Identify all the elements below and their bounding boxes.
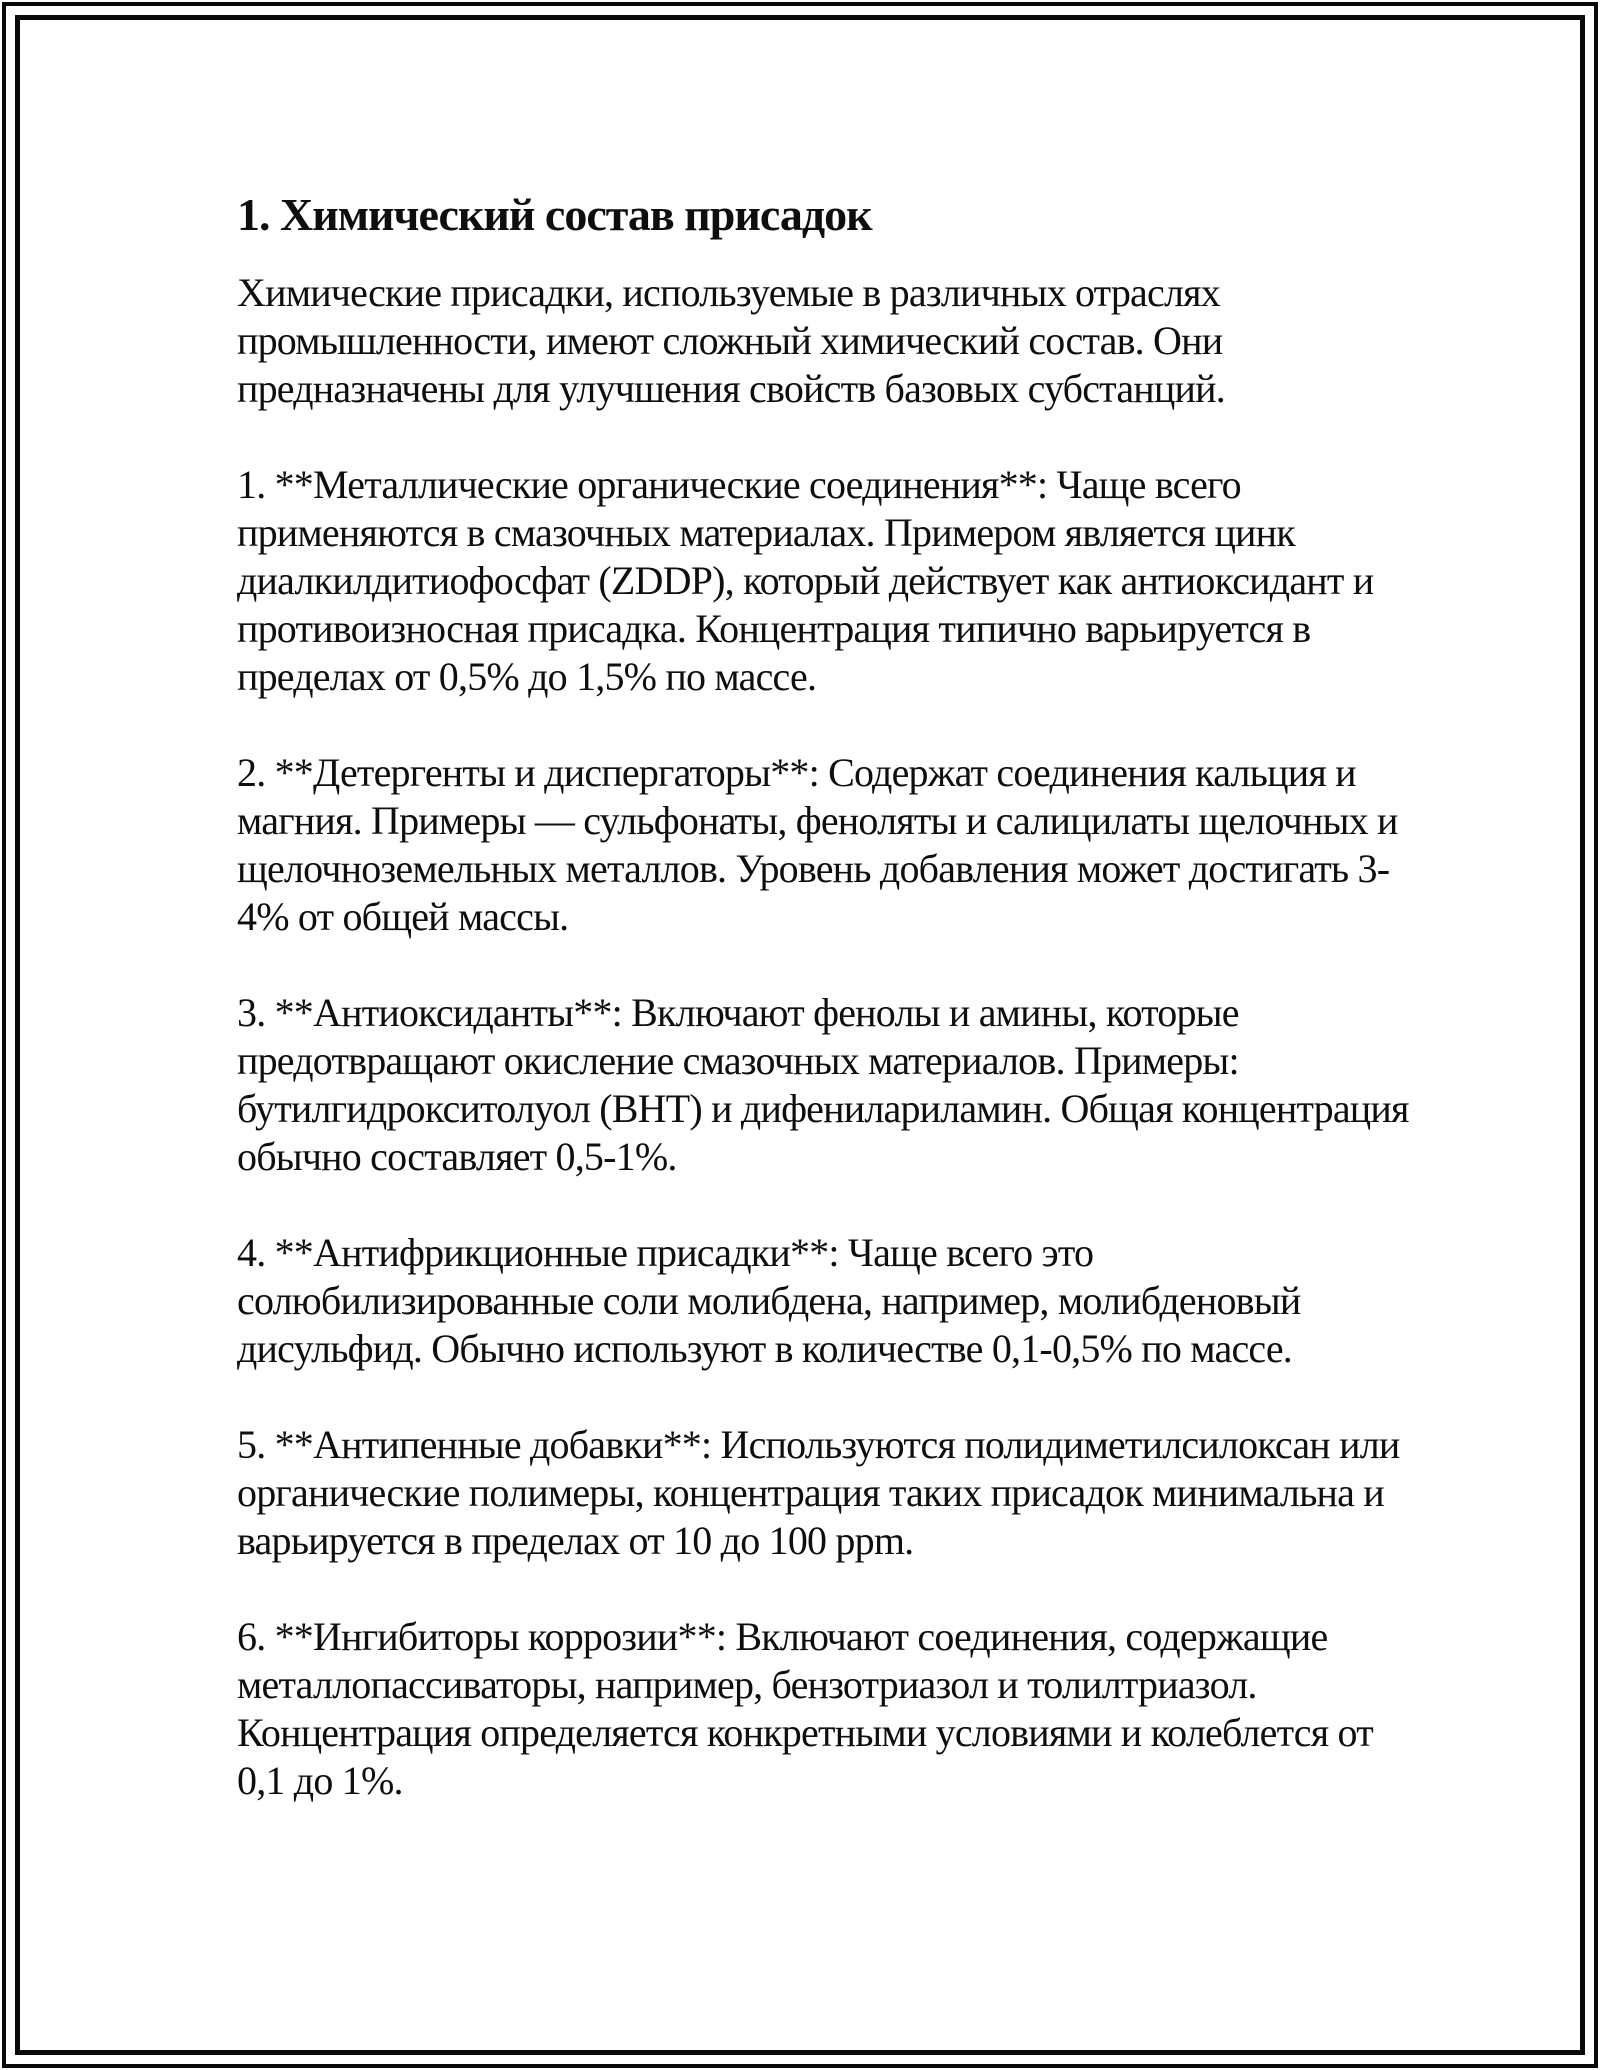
text-line: предназначены для улучшения свойств базовых субстанций. <box>237 366 1225 411</box>
text-line: солюбилизированные соли молибдена, например, молибденовый <box>237 1278 1301 1323</box>
text-line: магния. Примеры — сульфонаты, феноляты и салицилаты щелочных и <box>237 798 1398 843</box>
document-body <box>237 187 1409 1805</box>
text-line: Химические присадки, используемые в различных отраслях <box>237 270 1220 315</box>
list-item-4 <box>237 1229 1367 1373</box>
text-line: пределах от 0,5% до 1,5% по массе. <box>237 654 817 699</box>
intro-paragraph <box>237 269 1367 413</box>
text-line: 4% от общей массы. <box>237 894 569 939</box>
text-line: предотвращают окисление смазочных материалов. Примеры: <box>237 1038 1239 1083</box>
text-line: 2. **Детергенты и диспергаторы**: Содержат соединения кальция и <box>237 750 1356 795</box>
text-line: 3. **Антиоксиданты**: Включают фенолы и амины, которые <box>237 990 1239 1035</box>
text-line: органические полимеры, концентрация таких присадок минимальна и <box>237 1470 1384 1515</box>
text-line: металлопассиваторы, например, бензотриазол и толилтриазол. <box>237 1662 1257 1707</box>
text-line: варьируется в пределах от 10 до 100 ppm. <box>237 1518 914 1563</box>
list-item-2 <box>237 749 1398 941</box>
section-heading: 1. Химический состав присадок <box>237 189 872 240</box>
text-line: 4. **Антифрикционные присадки**: Чаще всего это <box>237 1230 1094 1275</box>
text-line: 6. **Ингибиторы коррозии**: Включают соединения, содержащие <box>237 1614 1328 1659</box>
text-line: противоизносная присадка. Концентрация типично варьируется в <box>237 606 1311 651</box>
text-line: 0,1 до 1%. <box>237 1758 403 1803</box>
list-item-6 <box>237 1613 1373 1805</box>
text-line: Концентрация определяется конкретными условиями и колеблется от <box>237 1710 1373 1755</box>
text-line: 5. **Антипенные добавки**: Используются полидиметилсилоксан или <box>237 1422 1400 1467</box>
text-line: промышленности, имеют сложный химический состав. Они <box>237 318 1223 363</box>
text-line: обычно составляет 0,5-1%. <box>237 1134 677 1179</box>
text-line: 1. **Металлические органические соединения**: Чаще всего <box>237 462 1241 507</box>
list-item-5 <box>237 1421 1400 1565</box>
text-line: дисульфид. Обычно используют в количестве 0,1-0,5% по массе. <box>237 1326 1293 1371</box>
text-line: применяются в смазочных материалах. Примером является цинк <box>237 510 1295 555</box>
list-item-3 <box>237 989 1409 1181</box>
list-item-1 <box>237 461 1374 701</box>
text-line: диалкилдитиофосфат (ZDDP), который действует как антиоксидант и <box>237 558 1374 603</box>
text-line: бутилгидрокситолуол (BHT) и дифенилариламин. Общая концентрация <box>237 1086 1409 1131</box>
text-line: щелочноземельных металлов. Уровень добавления может достигать 3- <box>237 846 1390 891</box>
